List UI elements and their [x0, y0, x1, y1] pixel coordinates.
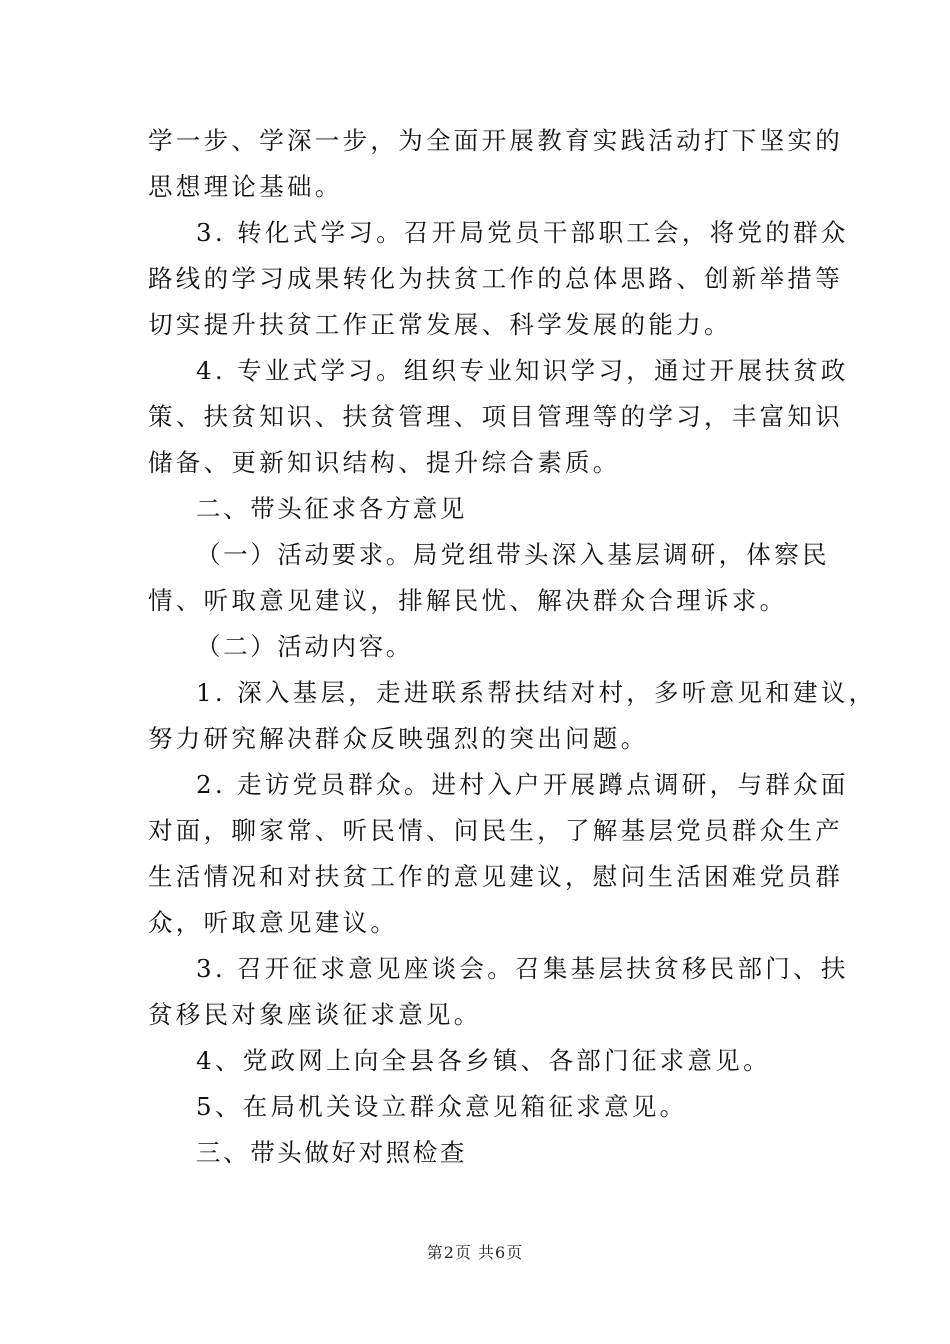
- paragraph-line: 3. 召开征求意见座谈会。召集基层扶贫移民部门、扶: [196, 954, 849, 983]
- paragraph-line: 学一步、学深一步，为全面开展教育实践活动打下坚实的: [148, 126, 843, 155]
- paragraph-line: 生活情况和对扶贫工作的意见建议，慰问生活困难党员群: [148, 862, 843, 891]
- paragraph-line: 对面，聊家常、听民情、问民生，了解基层党员群众生产: [148, 816, 843, 845]
- paragraph-line: 贫移民对象座谈征求意见。: [148, 1000, 482, 1029]
- paragraph-line: 4. 专业式学习。组织专业知识学习，通过开展扶贫政: [196, 356, 849, 385]
- paragraph-line: 5、在局机关设立群众意见箱征求意见。: [196, 1092, 688, 1121]
- paragraph-line: 1. 深入基层，走进联系帮扶结对村，多听意见和建议，: [196, 678, 877, 707]
- section-heading: 三、带头做好对照检查: [196, 1138, 467, 1167]
- sub-heading-number: （一）: [196, 540, 278, 569]
- paragraph-line: 努力研究解决群众反映强烈的突出问题。: [148, 724, 649, 753]
- sub-heading: （二）活动内容。: [196, 632, 413, 661]
- sub-heading-title: 活动要求。: [277, 540, 413, 569]
- paragraph-line: 策、扶贫知识、扶贫管理、项目管理等的学习，丰富知识: [148, 402, 843, 431]
- section-heading: 二、带头征求各方意见: [196, 494, 467, 523]
- paragraph-line: 众，听取意见建议。: [148, 908, 399, 937]
- paragraph-line: 情、听取意见建议，排解民忧、解决群众合理诉求。: [148, 586, 788, 615]
- paragraph-line: 2. 走访党员群众。进村入户开展蹲点调研，与群众面: [196, 770, 849, 799]
- paragraph-line: 切实提升扶贫工作正常发展、科学发展的能力。: [148, 310, 732, 339]
- paragraph-line: 3. 转化式学习。召开局党员干部职工会，将党的群众: [196, 218, 849, 247]
- paragraph-line: 思想理论基础。: [148, 172, 343, 201]
- sub-heading-line: [196, 532, 830, 578]
- page-number-footer: 第2页 共6页: [426, 1243, 524, 1262]
- paragraph-line: 路线的学习成果转化为扶贫工作的总体思路、创新举措等: [148, 264, 843, 293]
- paragraph-line: 4、党政网上向全县各乡镇、各部门征求意见。: [196, 1046, 771, 1075]
- paragraph-line: 储备、更新知识结构、提升综合素质。: [148, 448, 621, 477]
- sub-heading-text: 局党组带头深入基层调研，体察民: [412, 540, 830, 569]
